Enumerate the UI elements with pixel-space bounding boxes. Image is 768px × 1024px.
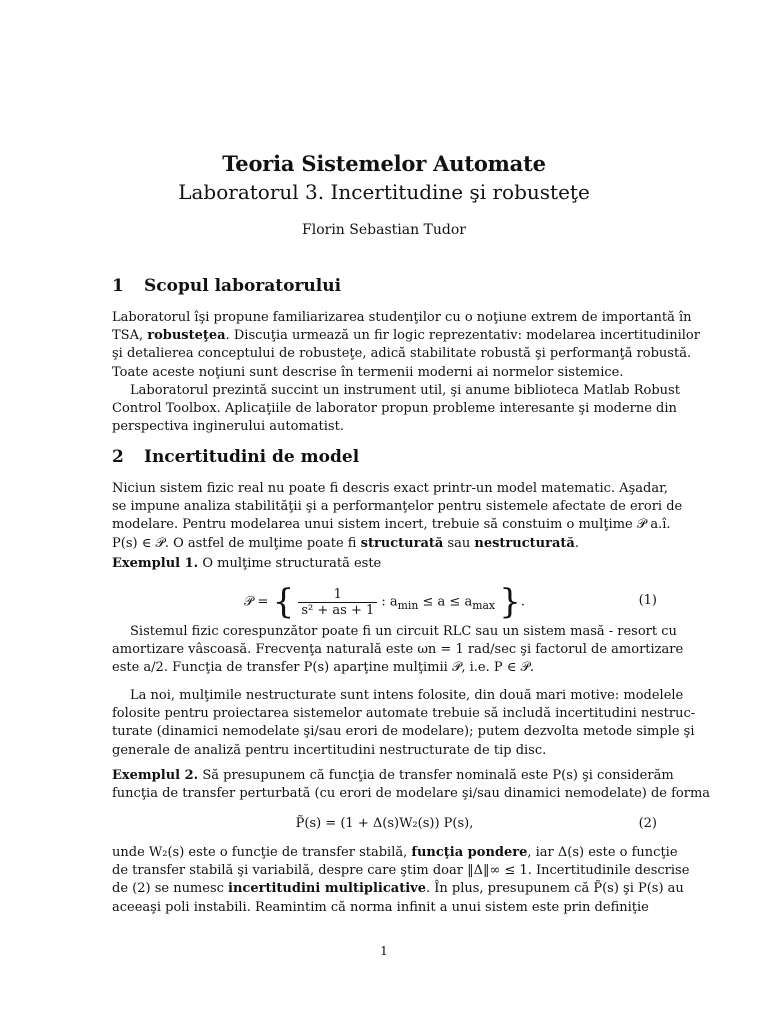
bold-term-structured: structurată	[360, 535, 444, 551]
text-run: . În plus, presupunem că P̃(s) şi P(s) au	[425, 881, 684, 897]
text-line: funcţia de transfer perturbată (cu erori de modelare şi/sau dinamici nemodelate) de forma	[112, 786, 711, 802]
text-line	[112, 535, 657, 553]
text-line: Niciun sistem fizic real nu poate fi descris exact printr-un model matematic. Aşadar,	[112, 481, 668, 496]
equation-2	[112, 816, 657, 836]
text-line: este a/2. Funcţia de transfer P(s) aparţine mulţimii 𝒫, i.e. P ∈ 𝒫.	[112, 660, 534, 676]
text-line: turate (dinamici nemodelate şi/sau erori de modelare); putem dezvolta metode simple şi	[112, 724, 695, 740]
text-line: perspectiva inginerului automatist.	[112, 419, 344, 435]
document-subtitle: Laboratorul 3. Incertitudine şi robusteţe	[178, 180, 590, 204]
example-label: Exemplul 1.	[112, 556, 199, 571]
text-line: folosite pentru proiectarea sistemelor automate trebuie să includă incertitudini nestruc-	[112, 706, 696, 722]
fraction-denominator: s² + as + 1	[301, 602, 375, 618]
bold-term-weight-function: funcţia pondere	[411, 845, 528, 860]
text-line	[112, 555, 657, 573]
paragraph-physical-system	[112, 623, 684, 678]
text-run: sau	[443, 535, 475, 551]
section-heading-1	[112, 276, 341, 296]
text-line: de transfer stabilă şi variabilă, despre care ştim doar ‖Δ‖∞ ≤ 1. Incertitudinile descrise	[112, 863, 690, 879]
text-line: Toate aceste noţiuni sunt descrise în termenii moderni ai normelor sistemice.	[112, 364, 624, 380]
left-brace-icon: {	[272, 582, 295, 622]
equation-body	[112, 582, 657, 622]
text-line	[112, 880, 684, 898]
section-heading-2	[112, 447, 359, 467]
bold-term-unstructured: nestructurată	[474, 535, 575, 551]
paragraph-intro	[112, 309, 700, 382]
paragraph-toolbox	[112, 382, 680, 437]
subscript-max: max	[472, 599, 496, 613]
text-line: generale de analiză pentru incertitudini nestructurate de tip disc.	[112, 742, 547, 758]
text-line: aceeaşi poli instabili. Reamintim că norma infinit a unui sistem este prin definiţie	[112, 899, 649, 915]
equation-1	[112, 582, 657, 622]
text-line: amortizare vâscoasă. Frecvenţa naturală este ωn = 1 rad/sec şi factorul de amortizare	[112, 642, 684, 658]
document-title: Teoria Sistemelor Automate	[222, 151, 546, 176]
section-number: 2	[112, 447, 124, 467]
text-run: Să presupunem că funcţia de transfer nominală este P(s) şi considerăm	[198, 768, 674, 783]
section-title: Incertitudini de model	[144, 447, 360, 467]
fraction	[298, 587, 377, 618]
equation-number: (1)	[638, 593, 657, 608]
paragraph-multiplicative	[112, 844, 690, 917]
text-line: Sistemul fizic corespunzător poate fi un circuit RLC sau un sistem masă - resort cu	[130, 624, 677, 639]
page-number: 1	[380, 944, 388, 958]
section-title: Scopul laboratorului	[144, 276, 342, 296]
text-run: .	[574, 535, 579, 551]
equation-lhs: 𝒫 =	[244, 594, 269, 610]
bold-term-robustness: robusteţea	[147, 328, 226, 344]
text-run: unde W₂(s) este o funcţie de transfer stabilă,	[112, 845, 412, 860]
text-line	[112, 844, 678, 862]
author-name: Florin Sebastian Tudor	[302, 222, 466, 238]
equation-condition: : a	[381, 594, 398, 610]
text-line: Control Toolbox. Aplicaţiile de laborator propun probleme interesante şi moderne din	[112, 401, 677, 417]
paragraph-model-uncertainty	[112, 480, 683, 553]
example-2-intro	[112, 767, 711, 803]
section-number: 1	[112, 276, 124, 296]
text-line	[112, 767, 674, 785]
subscript-min: min	[397, 599, 419, 613]
example-1-intro	[112, 555, 657, 573]
text-run: O mulţime structurată este	[198, 556, 382, 571]
text-run: TSA,	[112, 328, 148, 344]
equation-period: .	[520, 594, 525, 610]
text-run: P(s) ∈ 𝒫. O astfel de mulţime poate fi	[112, 535, 361, 551]
text-line: Laboratorul îşi propune familiarizarea studenţilor cu o noţiune extrem de importantă în	[112, 310, 692, 325]
text-run: , iar Δ(s) este o funcţie	[527, 845, 678, 860]
text-run: de (2) se numesc	[112, 881, 229, 897]
fraction-numerator: 1	[298, 587, 377, 603]
equation-number: (2)	[638, 816, 657, 831]
text-line: Laboratorul prezintă succint un instrument util, şi anume biblioteca Matlab Robust	[130, 383, 680, 398]
text-line: modelare. Pentru modelarea unui sistem incert, trebuie să constuim o mulţime 𝒫 a.î.	[112, 517, 671, 533]
text-line: se impune analiza stabilităţii şi a performanţelor pentru sistemele afectate de erori de	[112, 499, 683, 515]
right-brace-icon: }	[499, 582, 521, 622]
equation-condition: ≤ a ≤ a	[418, 594, 473, 610]
text-run: . Discuţia urmează un fir logic reprezentativ: modelarea incertitudinilor	[225, 328, 700, 344]
text-line: şi detalierea conceptului de robusteţe, adică stabilitate robustă şi performanţă robustă.	[112, 346, 692, 362]
text-line: La noi, mulţimile nestructurate sunt intens folosite, din două mari motive: modelele	[130, 688, 684, 703]
example-label: Exemplul 2.	[112, 768, 199, 783]
bold-term-multiplicative: incertitudini multiplicative	[228, 881, 426, 897]
paragraph-unstructured-sets	[112, 687, 696, 760]
equation-body: P̃(s) = (1 + Δ(s)W₂(s)) P(s),	[295, 816, 474, 831]
text-line	[112, 327, 700, 345]
